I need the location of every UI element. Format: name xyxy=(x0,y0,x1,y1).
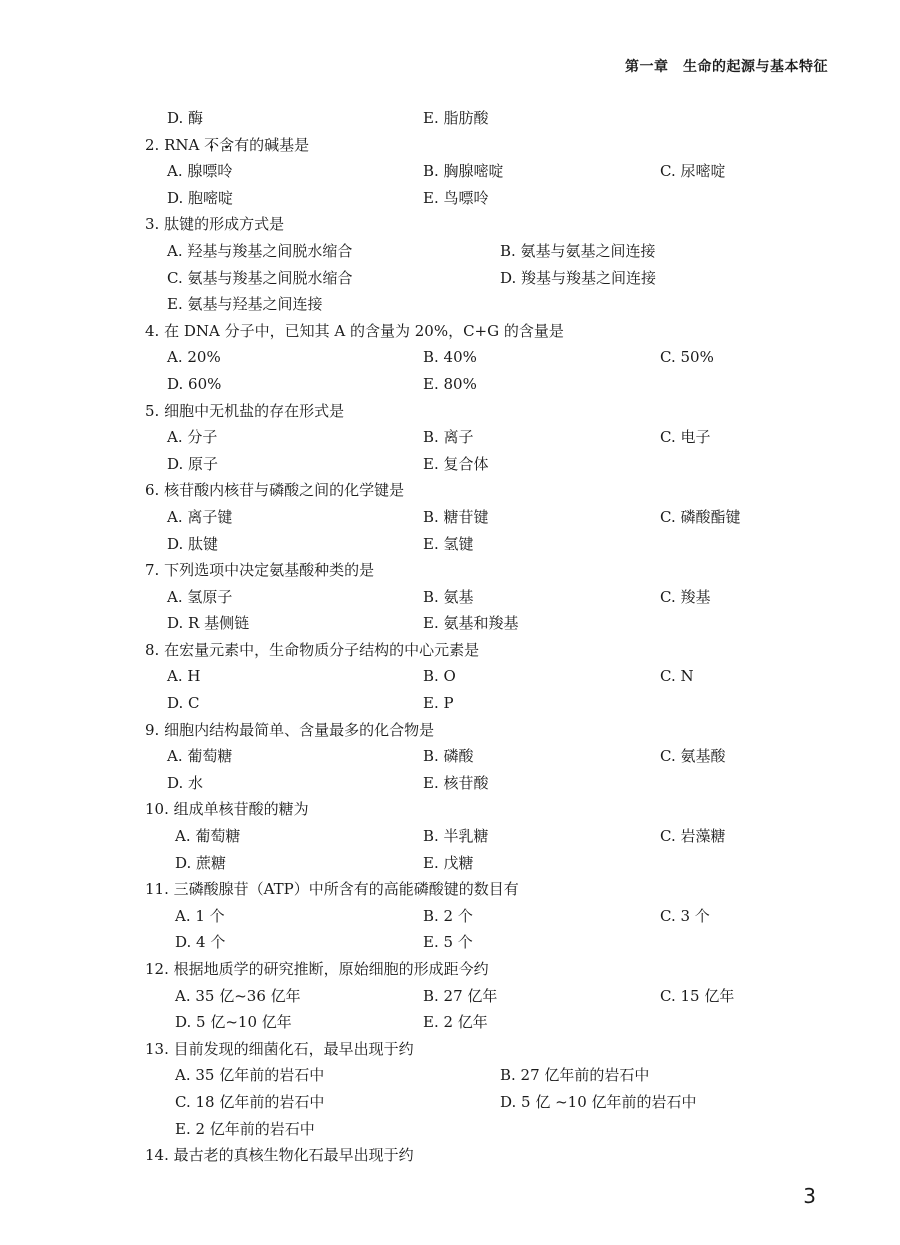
option-e: E. 氨基与羟基之间连接 xyxy=(167,295,323,314)
option-e: E. 氨基和羧基 xyxy=(423,614,519,633)
question-stem: 13. 目前发现的细菌化石，最早出现于约 xyxy=(145,1039,414,1058)
option-e: E. 鸟嘌呤 xyxy=(423,188,489,207)
option-d: D. 原子 xyxy=(167,454,219,473)
options-row xyxy=(145,584,845,611)
option-e: E. P xyxy=(423,694,454,713)
options-row xyxy=(145,1009,845,1036)
question-stem: 9. 细胞内结构最简单、含量最多的化合物是 xyxy=(145,720,435,739)
question-stem: 7. 下列选项中决定氨基酸种类的是 xyxy=(145,561,375,580)
option-b: B. 氨基与氨基之间连接 xyxy=(500,241,656,260)
option-d: D. 酶 xyxy=(167,109,204,127)
option-d: D. C xyxy=(167,694,200,713)
option-a: A. 分子 xyxy=(167,428,218,447)
options-row xyxy=(145,265,845,292)
option-c: C. N xyxy=(660,667,694,686)
emphasis-char: 含 • xyxy=(219,132,234,159)
option-e: E. 2 亿年前的岩石中 xyxy=(175,1119,315,1138)
option-d: D. 羧基与羧基之间连接 xyxy=(500,268,657,287)
options-row xyxy=(145,451,845,478)
stem-text: 2. RNA xyxy=(145,135,205,154)
option-d: D. 4 个 xyxy=(175,933,226,952)
option-d: D. 5 亿~10 亿年 xyxy=(175,1013,292,1032)
option-b: B. O xyxy=(423,667,456,686)
question-stem: 11. 三磷酸腺苷（ATP）中所含有的高能磷酸键的数目有 xyxy=(145,880,519,899)
option-d: D. 5 亿 ~10 亿年前的岩石中 xyxy=(500,1092,697,1111)
options-row xyxy=(145,850,845,877)
emphasis-char: 不 • xyxy=(204,132,219,159)
options-row xyxy=(145,344,845,371)
option-e: E. 复合体 xyxy=(423,454,489,473)
options-row xyxy=(145,903,845,930)
option-c: C. 50% xyxy=(660,348,714,367)
options-row xyxy=(145,770,845,797)
option-b: B. 27 亿年前的岩石中 xyxy=(500,1066,650,1085)
options-row xyxy=(145,291,845,318)
options-row xyxy=(145,238,845,265)
option-d: D. 胞嘧啶 xyxy=(167,188,234,207)
question-stem: 14. 最古老的真核生物化石最早出现于约 xyxy=(145,1146,414,1165)
options-row xyxy=(145,504,845,531)
option-c: C. 氨基与羧基之间脱水缩合 xyxy=(167,268,353,287)
question-stem: 8. 在宏量元素中，生命物质分子结构的中心元素是 xyxy=(145,640,480,659)
question-stem: 6. 核苷酸内核苷与磷酸之间的化学键是 xyxy=(145,481,405,500)
options-row xyxy=(145,1116,845,1143)
question-stem: 10. 组成单核苷酸的糖为 xyxy=(145,800,309,819)
option-b: B. 半乳糖 xyxy=(423,827,489,846)
option-d: D. R 基侧链 xyxy=(167,614,250,633)
option-a: A. 腺嘌呤 xyxy=(167,162,233,181)
stem-text: 有的碱基是 xyxy=(234,135,310,154)
option-d: D. 60% xyxy=(167,374,222,393)
option-b: B. 2 个 xyxy=(423,906,473,925)
options-row xyxy=(145,185,845,212)
option-e: E. 2 亿年 xyxy=(423,1013,488,1032)
option-c: C. 15 亿年 xyxy=(660,986,735,1005)
question-stem: 12. 根据地质学的研究推断，原始细胞的形成距今约 xyxy=(145,960,489,978)
options-row xyxy=(145,531,845,558)
option-b: B. 27 亿年 xyxy=(423,986,498,1005)
option-a: A. 葡萄糖 xyxy=(175,827,241,846)
options-row xyxy=(145,743,845,770)
option-a: A. 离子键 xyxy=(167,507,233,526)
options-row xyxy=(145,424,845,451)
option-e: E. 5 个 xyxy=(423,933,473,952)
options-row xyxy=(145,610,845,637)
option-d: D. 水 xyxy=(167,773,204,792)
option-e: E. 脂肪酸 xyxy=(423,109,489,127)
question-stem xyxy=(145,132,845,159)
option-a: A. 35 亿年前的岩石中 xyxy=(175,1066,325,1085)
options-row xyxy=(145,983,845,1010)
option-a: A. 羟基与羧基之间脱水缩合 xyxy=(167,241,353,260)
options-row xyxy=(145,663,845,690)
option-c: C. 羧基 xyxy=(660,587,711,606)
option-e: E. 核苷酸 xyxy=(423,773,489,792)
option-c: C. 电子 xyxy=(660,428,711,447)
option-e: E. 80% xyxy=(423,374,477,393)
options-row xyxy=(145,929,845,956)
option-b: B. 胸腺嘧啶 xyxy=(423,162,504,181)
option-a: A. 1 个 xyxy=(175,906,225,925)
option-c: C. 3 个 xyxy=(660,906,710,925)
options-row xyxy=(145,105,845,132)
option-c: C. 18 亿年前的岩石中 xyxy=(175,1092,325,1111)
option-a: A. 葡萄糖 xyxy=(167,747,233,766)
page-number: 3 xyxy=(803,1184,816,1208)
options-row xyxy=(145,690,845,717)
option-e: E. 戊糖 xyxy=(423,853,474,872)
option-b: B. 离子 xyxy=(423,428,474,447)
options-row xyxy=(145,371,845,398)
option-c: C. 岩藻糖 xyxy=(660,827,726,846)
option-e: E. 氢键 xyxy=(423,534,474,553)
question-stem: 3. 肽键的形成方式是 xyxy=(145,215,285,234)
options-row xyxy=(145,1089,845,1116)
option-a: A. 35 亿~36 亿年 xyxy=(175,986,301,1005)
options-row xyxy=(145,1062,845,1089)
option-c: C. 氨基酸 xyxy=(660,747,726,766)
chapter-header: 第一章 生命的起源与基本特征 xyxy=(625,59,828,75)
option-b: B. 糖苷键 xyxy=(423,507,489,526)
option-d: D. 蔗糖 xyxy=(175,853,227,872)
option-b: B. 氨基 xyxy=(423,587,474,606)
question-list xyxy=(145,105,845,1169)
option-a: A. 氢原子 xyxy=(167,587,233,606)
options-row xyxy=(145,823,845,850)
option-c: C. 磷酸酯键 xyxy=(660,507,741,526)
option-b: B. 磷酸 xyxy=(423,747,474,766)
option-a: A. H xyxy=(167,667,201,686)
option-b: B. 40% xyxy=(423,348,477,367)
option-c: C. 尿嘧啶 xyxy=(660,162,726,181)
options-row xyxy=(145,158,845,185)
option-a: A. 20% xyxy=(167,348,221,367)
question-stem: 4. 在 DNA 分子中，已知其 A 的含量为 20%，C+G 的含量是 xyxy=(145,321,564,340)
question-stem: 5. 细胞中无机盐的存在形式是 xyxy=(145,401,345,420)
option-d: D. 肽键 xyxy=(167,534,219,553)
